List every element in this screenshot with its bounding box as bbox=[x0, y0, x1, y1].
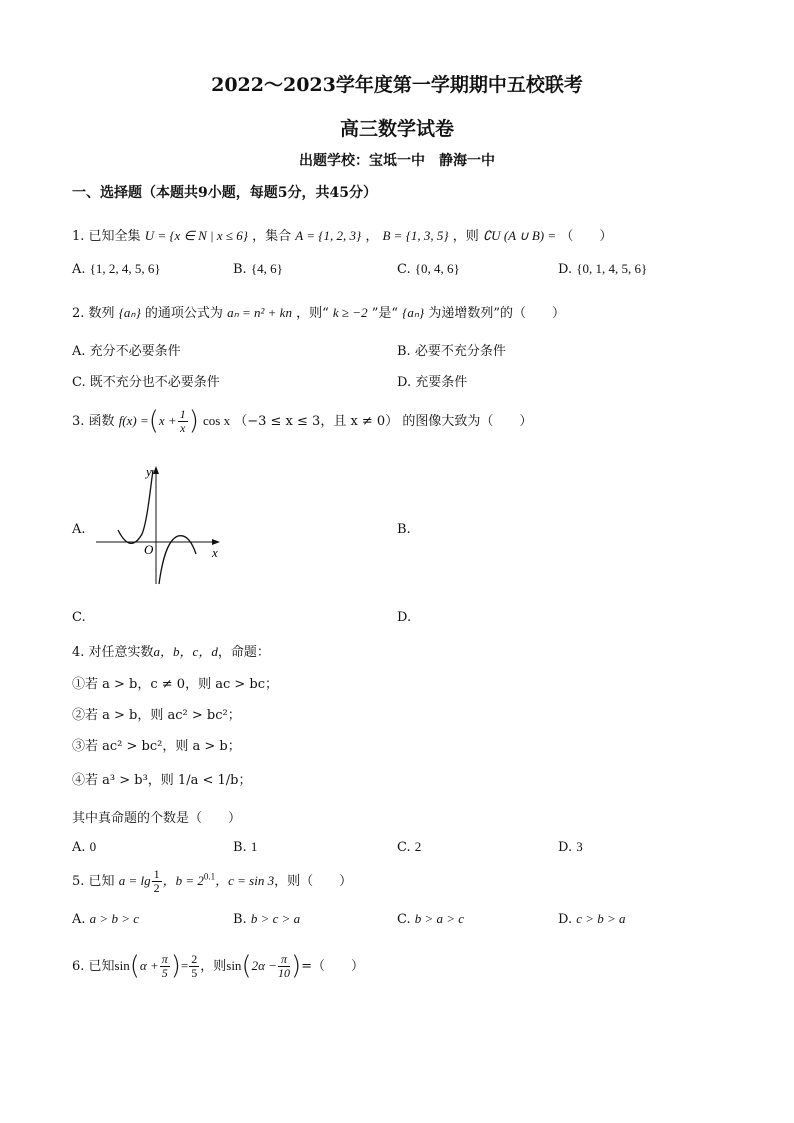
q3-option-a-label[interactable]: A. bbox=[72, 522, 86, 537]
q4-vars: a，b，c，d bbox=[153, 644, 218, 659]
q1-set-a: A = {1, 2, 3} bbox=[295, 228, 362, 243]
q2-sequence: {aₙ} bbox=[118, 305, 141, 320]
option-text: 充分不必要条件 bbox=[89, 344, 181, 359]
q2-text: ”是“ bbox=[371, 306, 399, 321]
option-label: A. bbox=[72, 912, 86, 927]
q5-option-b[interactable] bbox=[233, 911, 300, 927]
option-label: D. bbox=[558, 262, 573, 277]
q1-option-b[interactable] bbox=[233, 261, 283, 277]
option-label: C. bbox=[397, 912, 411, 927]
q6-sin: sin bbox=[114, 958, 130, 973]
q5-text: ，则（ ） bbox=[274, 874, 353, 889]
q6-alpha: α + bbox=[139, 958, 159, 973]
numerator: π bbox=[161, 952, 168, 966]
paren-open: ( bbox=[241, 951, 252, 981]
denominator: 5 bbox=[191, 966, 198, 980]
q2-lead: 2. 数列 bbox=[72, 306, 115, 321]
curve-left bbox=[118, 470, 153, 543]
q1-text: ，则 bbox=[452, 229, 479, 244]
option-label: D. bbox=[558, 840, 573, 855]
exam-subtitle: 高三数学试卷 bbox=[339, 118, 454, 140]
option-text: 2 bbox=[414, 839, 422, 854]
option-label: B. bbox=[233, 912, 247, 927]
numerator: 1 bbox=[153, 867, 160, 881]
q4-question: 其中真命题的个数是（ ） bbox=[72, 811, 242, 826]
q3-text: 的图像大致为（ ） bbox=[402, 414, 533, 429]
option-text: {0, 1, 4, 5, 6} bbox=[576, 261, 648, 276]
q5-c: ，c = sin 3 bbox=[215, 873, 275, 888]
q4-proposition-1: ①若 a > b，c ≠ 0，则 ac > bc； bbox=[72, 677, 278, 692]
q6-lead: 6. 已知 bbox=[72, 959, 115, 974]
q1-text: ，集合 bbox=[252, 229, 292, 244]
option-label: A. bbox=[72, 840, 86, 855]
question-4 bbox=[72, 641, 270, 660]
denominator: 10 bbox=[277, 966, 290, 980]
q4-option-d[interactable] bbox=[558, 839, 583, 855]
function-graph bbox=[92, 462, 227, 592]
q5-fraction bbox=[152, 868, 162, 895]
q2-option-a[interactable] bbox=[72, 340, 181, 359]
q5-option-d[interactable] bbox=[558, 911, 626, 927]
q4-option-c[interactable] bbox=[397, 839, 421, 855]
option-text: b > a > c bbox=[414, 911, 465, 926]
denominator: 5 bbox=[161, 966, 168, 980]
x-axis-label: x bbox=[212, 545, 218, 560]
q2-option-d[interactable] bbox=[397, 371, 467, 390]
q2-option-b[interactable] bbox=[397, 340, 506, 359]
q1-option-c[interactable] bbox=[397, 261, 460, 277]
q6-sin: sin bbox=[226, 958, 242, 973]
option-text: 3 bbox=[576, 839, 583, 854]
q1-text: ， bbox=[365, 229, 379, 244]
q1-expression: ∁U (A ∪ B) = bbox=[482, 228, 557, 243]
option-text: 1 bbox=[250, 839, 258, 854]
option-text: 必要不充分条件 bbox=[414, 344, 506, 359]
q3-var: x + bbox=[158, 413, 177, 428]
q3-function: f(x) = bbox=[118, 413, 149, 428]
exam-schools: 出题学校：宝坻一中 静海一中 bbox=[299, 153, 495, 169]
q1-option-d[interactable] bbox=[558, 261, 647, 277]
option-text: {1, 2, 4, 5, 6} bbox=[89, 261, 161, 276]
q1-lead: 1. 已知全集 bbox=[72, 229, 141, 244]
q2-text: ，则“ bbox=[296, 306, 329, 321]
denominator: x bbox=[180, 421, 186, 435]
paren-open: ( bbox=[129, 951, 140, 981]
option-text: 既不充分也不必要条件 bbox=[89, 375, 220, 390]
q5-lead: 5. 已知 bbox=[72, 874, 115, 889]
origin-label: O bbox=[144, 542, 154, 557]
option-text: 充要条件 bbox=[415, 375, 468, 390]
q6-fraction-pi-10 bbox=[278, 953, 290, 980]
option-label: C. bbox=[72, 375, 86, 390]
q1-universal-set: U = {x ∈ N | x ≤ 6} bbox=[144, 228, 248, 243]
option-label: B. bbox=[233, 840, 247, 855]
q6-text: ，则 bbox=[200, 959, 227, 974]
numerator: 1 bbox=[179, 407, 186, 421]
q4-lead: 4. 对任意实数 bbox=[72, 645, 154, 660]
option-text: {4, 6} bbox=[250, 261, 283, 276]
section-heading: 一、选择题（本题共9小题，每题5分，共45分） bbox=[72, 185, 377, 201]
q6-fraction-pi-5 bbox=[160, 953, 170, 980]
question-1 bbox=[72, 225, 612, 244]
q3-domain: （−3 ≤ x ≤ 3，且 x ≠ 0） bbox=[234, 414, 399, 429]
q2-option-c[interactable] bbox=[72, 371, 220, 390]
q1-set-b: B = {1, 3, 5} bbox=[382, 228, 449, 243]
option-text: c > b > a bbox=[576, 911, 626, 926]
question-3 bbox=[72, 408, 532, 435]
q2-formula: aₙ = n² + kn bbox=[227, 305, 292, 320]
question-6 bbox=[72, 953, 364, 980]
option-label: B. bbox=[233, 262, 247, 277]
q5-b: ，b = 2 bbox=[162, 873, 204, 888]
q5-a: a = lg bbox=[118, 873, 151, 888]
q1-paren: （ ） bbox=[560, 229, 613, 244]
q2-condition: k ≥ −2 bbox=[332, 305, 368, 320]
question-2 bbox=[72, 302, 565, 321]
q3-fraction bbox=[178, 408, 188, 435]
option-label: D. bbox=[558, 912, 573, 927]
q3-option-d-label[interactable]: D. bbox=[397, 610, 412, 625]
q4-proposition-2: ②若 a > b，则 ac² > bc²； bbox=[72, 708, 241, 723]
paren-close: ) bbox=[188, 406, 199, 436]
q6-alpha2: 2α − bbox=[251, 958, 277, 973]
q3-option-a-graph[interactable] bbox=[92, 462, 227, 592]
q3-lead: 3. 函数 bbox=[72, 414, 115, 429]
curve-right bbox=[159, 536, 196, 584]
denominator: 2 bbox=[153, 881, 160, 895]
option-label: A. bbox=[72, 262, 86, 277]
q6-fraction-2-5 bbox=[189, 953, 199, 980]
y-axis-label: y bbox=[146, 464, 152, 479]
q4-option-b[interactable] bbox=[233, 839, 257, 855]
exam-title: 2022～2023学年度第一学期期中五校联考 bbox=[211, 74, 583, 96]
option-label: C. bbox=[397, 840, 411, 855]
option-text: a > b > c bbox=[89, 911, 139, 926]
option-text: b > c > a bbox=[250, 911, 301, 926]
q2-text: 为递增数列”的（ ） bbox=[428, 306, 566, 321]
option-label: C. bbox=[397, 262, 411, 277]
q5-option-c[interactable] bbox=[397, 911, 464, 927]
q4-proposition-3: ③若 ac² > bc²，则 a > b； bbox=[72, 739, 241, 754]
numerator: 2 bbox=[191, 952, 198, 966]
equals-sign: = bbox=[180, 958, 189, 973]
option-label: B. bbox=[397, 344, 411, 359]
q1-option-a[interactable] bbox=[72, 261, 161, 277]
paren-close: ) bbox=[290, 951, 302, 981]
q2-sequence: {aₙ} bbox=[402, 305, 425, 320]
y-axis-arrow bbox=[153, 466, 159, 474]
question-5 bbox=[72, 868, 352, 895]
q3-cos: cos x bbox=[203, 413, 231, 428]
option-label: D. bbox=[397, 375, 412, 390]
paren-open: ( bbox=[148, 406, 159, 436]
numerator: π bbox=[278, 953, 290, 967]
q3-option-b-label[interactable]: B. bbox=[397, 522, 411, 537]
q3-option-c-label[interactable]: C. bbox=[72, 610, 86, 625]
q4-option-a[interactable] bbox=[72, 839, 96, 855]
option-text: 0 bbox=[89, 839, 97, 854]
paren-close: ) bbox=[170, 951, 181, 981]
option-text: {0, 4, 6} bbox=[414, 261, 460, 276]
q6-text: =（ ） bbox=[301, 959, 365, 974]
q5-b-exponent: 0.1 bbox=[203, 871, 216, 882]
option-label: A. bbox=[72, 344, 86, 359]
q4-text: ，命题： bbox=[217, 645, 270, 660]
q2-text: 的通项公式为 bbox=[144, 306, 223, 321]
q5-option-a[interactable] bbox=[72, 911, 139, 927]
q4-proposition-4: ④若 a³ > b³，则 1/a < 1/b； bbox=[72, 773, 252, 788]
